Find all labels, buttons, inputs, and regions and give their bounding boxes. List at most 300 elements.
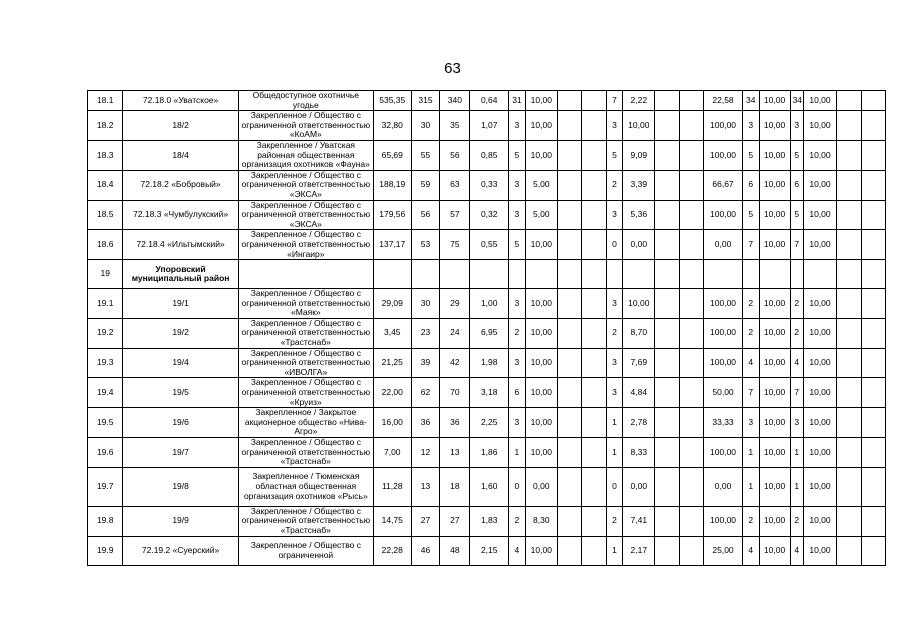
- table-cell: 2,25: [470, 408, 509, 438]
- table-cell: [582, 170, 606, 200]
- table-cell: 19.8: [88, 506, 123, 536]
- table-cell: 10,00: [525, 318, 557, 348]
- table-cell: 1,07: [470, 111, 509, 141]
- table-cell: 5: [790, 140, 803, 170]
- table-cell: [837, 318, 861, 348]
- table-cell: 13: [440, 438, 470, 468]
- table-row: [88, 536, 886, 565]
- table-cell: [582, 289, 606, 319]
- table-cell: 53: [411, 230, 440, 260]
- table-cell: 0,55: [470, 230, 509, 260]
- table-cell: 7,00: [373, 438, 411, 468]
- table-cell: 2: [606, 170, 623, 200]
- table-cell: 10,00: [803, 140, 836, 170]
- table-cell: 9,09: [623, 140, 655, 170]
- table-cell: 72.18.2 «Бобровый»: [123, 170, 238, 200]
- hunting-grounds-table: [87, 90, 886, 566]
- table-cell: [557, 318, 581, 348]
- table-cell: Закрепленное / Общество с ограниченной ответственностью «ЭКСА»: [238, 200, 373, 230]
- table-cell: 13: [411, 467, 440, 506]
- table-cell: 18.1: [88, 91, 123, 111]
- table-cell: 100,00: [704, 348, 743, 378]
- table-cell: 6,95: [470, 318, 509, 348]
- table-cell: [679, 91, 703, 111]
- table-cell: [742, 260, 759, 289]
- table-cell: 10,00: [803, 348, 836, 378]
- table-cell: [679, 111, 703, 141]
- table-cell: 25,00: [704, 536, 743, 565]
- table-row: [88, 467, 886, 506]
- table-cell: 1,60: [470, 467, 509, 506]
- table-cell: 3: [606, 378, 623, 408]
- table-cell: 2: [742, 506, 759, 536]
- table-cell: 1: [606, 536, 623, 565]
- table-cell: [557, 536, 581, 565]
- table-cell: 10,00: [803, 230, 836, 260]
- table-cell: [411, 260, 440, 289]
- table-cell: Закрепленное / Закрытое акционерное общество «Нива-Агро»: [238, 408, 373, 438]
- table-cell: 5,36: [623, 200, 655, 230]
- table-cell: 6: [790, 170, 803, 200]
- table-cell: 100,00: [704, 438, 743, 468]
- table-cell: [655, 200, 679, 230]
- table-row: [88, 230, 886, 260]
- table-cell: [557, 378, 581, 408]
- table-cell: [655, 170, 679, 200]
- table-cell: 10,00: [803, 378, 836, 408]
- table-cell: 42: [440, 348, 470, 378]
- table-cell: [861, 408, 886, 438]
- table-cell: [861, 506, 886, 536]
- table-cell: 0,33: [470, 170, 509, 200]
- table-cell: 18: [440, 467, 470, 506]
- table-cell: [837, 506, 861, 536]
- table-cell: 18/4: [123, 140, 238, 170]
- table-row: [88, 200, 886, 230]
- table-cell: [582, 467, 606, 506]
- table-cell: 10,00: [525, 348, 557, 378]
- table-cell: 0,85: [470, 140, 509, 170]
- table-cell: [861, 438, 886, 468]
- table-row: [88, 170, 886, 200]
- table-cell: [679, 289, 703, 319]
- table-cell: 72.19.2 «Суерский»: [123, 536, 238, 565]
- table-cell: 19.9: [88, 536, 123, 565]
- table-cell: 340: [440, 91, 470, 111]
- table-cell: 19/8: [123, 467, 238, 506]
- table-cell: [655, 378, 679, 408]
- table-cell: [704, 260, 743, 289]
- table-cell: 10,00: [759, 536, 790, 565]
- table-cell: [837, 170, 861, 200]
- table-cell: Общедоступное охотничье угодье: [238, 91, 373, 111]
- table-row: [88, 111, 886, 141]
- table-cell: 2: [790, 506, 803, 536]
- table-cell: 19/9: [123, 506, 238, 536]
- table-row: [88, 506, 886, 536]
- table-cell: 66,67: [704, 170, 743, 200]
- table-cell: 10,00: [803, 91, 836, 111]
- table-cell: 0: [509, 467, 526, 506]
- table-cell: [582, 111, 606, 141]
- table-row: [88, 289, 886, 319]
- table-cell: [861, 140, 886, 170]
- table-cell: 0,64: [470, 91, 509, 111]
- table-row: [88, 378, 886, 408]
- table-cell: 3,45: [373, 318, 411, 348]
- table-cell: [557, 200, 581, 230]
- table-cell: [679, 140, 703, 170]
- table-cell: [655, 289, 679, 319]
- table-cell: [655, 467, 679, 506]
- table-cell: [759, 260, 790, 289]
- table-cell: [655, 260, 679, 289]
- table-cell: [679, 467, 703, 506]
- table-cell: 10,00: [759, 111, 790, 141]
- table-cell: 6: [509, 378, 526, 408]
- table-cell: 7: [742, 378, 759, 408]
- table-cell: [557, 91, 581, 111]
- table-cell: 1,86: [470, 438, 509, 468]
- table-cell: 36: [411, 408, 440, 438]
- table-cell: 50,00: [704, 378, 743, 408]
- table-cell: 65,69: [373, 140, 411, 170]
- table-cell: [861, 378, 886, 408]
- table-cell: [679, 506, 703, 536]
- table-cell: 10,00: [759, 200, 790, 230]
- table-cell: 10,00: [759, 318, 790, 348]
- table-cell: 1: [742, 438, 759, 468]
- table-cell: [861, 91, 886, 111]
- table-cell: [623, 260, 655, 289]
- table-cell: 0,00: [623, 467, 655, 506]
- table-cell: [557, 111, 581, 141]
- table-cell: 10,00: [525, 378, 557, 408]
- table-cell: Закрепленное / Общество с ограниченной ответственностью «Ингаир»: [238, 230, 373, 260]
- table-cell: 12: [411, 438, 440, 468]
- table-cell: [655, 348, 679, 378]
- table-cell: [582, 438, 606, 468]
- table-cell: 19.2: [88, 318, 123, 348]
- table-cell: Закрепленное / Общество с ограниченной: [238, 536, 373, 565]
- table-cell: 10,00: [803, 200, 836, 230]
- table-cell: Закрепленное / Тюменская областная общественная организация охотников «Рысь»: [238, 467, 373, 506]
- table-cell: 19/5: [123, 378, 238, 408]
- table-row: [88, 348, 886, 378]
- table-cell: [679, 230, 703, 260]
- table-cell: 3: [790, 111, 803, 141]
- table-cell: [373, 260, 411, 289]
- table-cell: [679, 536, 703, 565]
- table-cell: 10,00: [803, 318, 836, 348]
- table-cell: 8,30: [525, 506, 557, 536]
- table-cell: 0,00: [704, 467, 743, 506]
- table-cell: 5: [742, 200, 759, 230]
- table-cell: [837, 289, 861, 319]
- table-cell: [606, 260, 623, 289]
- table-cell: 3,18: [470, 378, 509, 408]
- table-cell: 5,00: [525, 200, 557, 230]
- table-cell: [655, 318, 679, 348]
- table-cell: [837, 408, 861, 438]
- table-cell: 2: [790, 289, 803, 319]
- table-cell: 31: [509, 91, 526, 111]
- table-row: [88, 91, 886, 111]
- table-cell: 10,00: [803, 408, 836, 438]
- table-cell: [557, 260, 581, 289]
- table-cell: 10,00: [623, 111, 655, 141]
- table-cell: 10,00: [525, 438, 557, 468]
- table-cell: 100,00: [704, 289, 743, 319]
- table-cell: 7: [790, 378, 803, 408]
- table-cell: [837, 260, 861, 289]
- table-cell: 3: [509, 200, 526, 230]
- table-cell: 10,00: [803, 111, 836, 141]
- table-cell: [655, 408, 679, 438]
- table-cell: [582, 536, 606, 565]
- table-cell: 2,17: [623, 536, 655, 565]
- table-cell: Закрепленное / Общество с ограниченной ответственностью «Трастснаб»: [238, 438, 373, 468]
- table-cell: 10,00: [623, 289, 655, 319]
- table-cell: 19.7: [88, 467, 123, 506]
- table-cell: 22,58: [704, 91, 743, 111]
- table-cell: 7,41: [623, 506, 655, 536]
- table-cell: [837, 438, 861, 468]
- table-cell: [861, 230, 886, 260]
- table-cell: 57: [440, 200, 470, 230]
- table-cell: [525, 260, 557, 289]
- table-cell: [861, 536, 886, 565]
- table-cell: Закрепленное / Общество с ограниченной ответственностью «КоАМ»: [238, 111, 373, 141]
- table-cell: 100,00: [704, 318, 743, 348]
- table-cell: 10,00: [759, 506, 790, 536]
- page-number: 63: [444, 60, 461, 77]
- table-cell: 3: [606, 289, 623, 319]
- table-cell: 5: [509, 230, 526, 260]
- table-cell: 4: [790, 348, 803, 378]
- table-cell: [582, 91, 606, 111]
- table-cell: 535,35: [373, 91, 411, 111]
- table-cell: 19.5: [88, 408, 123, 438]
- table-cell: 10,00: [759, 91, 790, 111]
- table-cell: [861, 260, 886, 289]
- table-cell: 19/4: [123, 348, 238, 378]
- table-cell: 10,00: [759, 230, 790, 260]
- table-cell: 23: [411, 318, 440, 348]
- table-cell: [582, 318, 606, 348]
- table-cell: 22,00: [373, 378, 411, 408]
- table-cell: [837, 200, 861, 230]
- table-cell: 5: [606, 140, 623, 170]
- table-cell: 16,00: [373, 408, 411, 438]
- table-cell: 10,00: [803, 536, 836, 565]
- table-cell: 10,00: [759, 467, 790, 506]
- table-cell: 0,00: [704, 230, 743, 260]
- table-cell: 3: [606, 348, 623, 378]
- table-cell: 2,78: [623, 408, 655, 438]
- table-cell: 10,00: [759, 289, 790, 319]
- table-row: [88, 260, 886, 289]
- table-cell: [557, 289, 581, 319]
- table-cell: 18.4: [88, 170, 123, 200]
- table-cell: [861, 170, 886, 200]
- table-cell: 14,75: [373, 506, 411, 536]
- table-cell: [582, 140, 606, 170]
- table-cell: [557, 170, 581, 200]
- table-cell: [557, 506, 581, 536]
- table-cell: [837, 91, 861, 111]
- table-cell: [557, 140, 581, 170]
- table-cell: 56: [411, 200, 440, 230]
- table-cell: 18.3: [88, 140, 123, 170]
- table-cell: 22,28: [373, 536, 411, 565]
- table-cell: [582, 378, 606, 408]
- table-cell: 3: [509, 348, 526, 378]
- table-cell: 46: [411, 536, 440, 565]
- table-cell: [837, 536, 861, 565]
- table-cell: [582, 230, 606, 260]
- table-cell: 1,83: [470, 506, 509, 536]
- table-cell: [861, 111, 886, 141]
- table-cell: 24: [440, 318, 470, 348]
- table-cell: 5,00: [525, 170, 557, 200]
- table-cell: [655, 140, 679, 170]
- table-cell: [582, 260, 606, 289]
- table-cell: 10,00: [759, 408, 790, 438]
- table-row: [88, 140, 886, 170]
- table-cell: 35: [440, 111, 470, 141]
- table-cell: [582, 200, 606, 230]
- table-cell: 72.18.4 «Ильтымский»: [123, 230, 238, 260]
- table-cell: 7: [742, 230, 759, 260]
- table-cell: 2,15: [470, 536, 509, 565]
- table-cell: 6: [742, 170, 759, 200]
- table-cell: [861, 467, 886, 506]
- table-cell: 4: [509, 536, 526, 565]
- table-cell: [679, 200, 703, 230]
- table-cell: 10,00: [803, 438, 836, 468]
- table-cell: 34: [742, 91, 759, 111]
- table-cell: Закрепленное / Общество с ограниченной ответственностью «ЭКСА»: [238, 170, 373, 200]
- table-cell: Закрепленное / Общество с ограниченной ответственностью «Круиз»: [238, 378, 373, 408]
- table-cell: [509, 260, 526, 289]
- table-cell: 10,00: [525, 91, 557, 111]
- table-cell: [582, 348, 606, 378]
- table-cell: 7: [606, 91, 623, 111]
- table-cell: 100,00: [704, 111, 743, 141]
- table-cell: 3: [509, 289, 526, 319]
- table-cell: 4,84: [623, 378, 655, 408]
- table-cell: [655, 536, 679, 565]
- table-cell: 3: [606, 111, 623, 141]
- table-cell: 3: [790, 408, 803, 438]
- table-cell: [238, 260, 373, 289]
- table-cell: 10,00: [759, 170, 790, 200]
- table-cell: [557, 408, 581, 438]
- table-cell: [861, 200, 886, 230]
- table-cell: 100,00: [704, 140, 743, 170]
- table-cell: 19.4: [88, 378, 123, 408]
- table-cell: 32,80: [373, 111, 411, 141]
- table-cell: [837, 111, 861, 141]
- table-cell: [655, 91, 679, 111]
- table-cell: [837, 467, 861, 506]
- table-cell: 62: [411, 378, 440, 408]
- table-cell: 19/7: [123, 438, 238, 468]
- table-cell: [470, 260, 509, 289]
- table-cell: 10,00: [525, 111, 557, 141]
- table-cell: 30: [411, 111, 440, 141]
- table-cell: 18/2: [123, 111, 238, 141]
- table-cell: 1: [742, 467, 759, 506]
- table-cell: [679, 408, 703, 438]
- table-cell: 0,00: [525, 467, 557, 506]
- table-cell: 10,00: [525, 536, 557, 565]
- table-cell: 7,69: [623, 348, 655, 378]
- table-cell: Закрепленное / Общество с ограниченной ответственностью «Трастснаб»: [238, 318, 373, 348]
- table-cell: 48: [440, 536, 470, 565]
- table-cell: 10,00: [803, 506, 836, 536]
- table-row: [88, 318, 886, 348]
- table-cell: 11,28: [373, 467, 411, 506]
- table-cell: [679, 318, 703, 348]
- table-cell: 2: [790, 318, 803, 348]
- table-cell: Закрепленное / Общество с ограниченной ответственностью «ИВОЛГА»: [238, 348, 373, 378]
- table-cell: [655, 438, 679, 468]
- table-cell: [803, 260, 836, 289]
- table-cell: 19: [88, 260, 123, 289]
- table-cell: 7: [790, 230, 803, 260]
- table-cell: 19.1: [88, 289, 123, 319]
- table-cell: 63: [440, 170, 470, 200]
- table-cell: 19/2: [123, 318, 238, 348]
- table-cell: 19.6: [88, 438, 123, 468]
- table-cell: 137,17: [373, 230, 411, 260]
- table-cell: 4: [790, 536, 803, 565]
- table-cell: [861, 318, 886, 348]
- table-cell: 3,39: [623, 170, 655, 200]
- table-cell: 29,09: [373, 289, 411, 319]
- table-cell: 3: [606, 200, 623, 230]
- table-cell: 10,00: [525, 230, 557, 260]
- table-cell: [655, 111, 679, 141]
- table-cell: [679, 348, 703, 378]
- table-cell: 1: [790, 438, 803, 468]
- table-cell: Закрепленное / Уватская районная общественная организация охотников «Фауна»: [238, 140, 373, 170]
- table-cell: 10,00: [759, 348, 790, 378]
- table-cell: Упоровский муниципальный район: [123, 260, 238, 289]
- table-cell: [582, 506, 606, 536]
- table-cell: [837, 140, 861, 170]
- table-cell: 36: [440, 408, 470, 438]
- table-cell: [655, 230, 679, 260]
- table-cell: Закрепленное / Общество с ограниченной ответственностью «Маяк»: [238, 289, 373, 319]
- table-cell: 100,00: [704, 506, 743, 536]
- table-cell: [655, 506, 679, 536]
- table-cell: [790, 260, 803, 289]
- table-cell: 10,00: [525, 289, 557, 319]
- table-cell: 0: [606, 467, 623, 506]
- table-cell: 1,00: [470, 289, 509, 319]
- table-cell: 3: [509, 170, 526, 200]
- table-cell: 0,32: [470, 200, 509, 230]
- table-cell: [837, 378, 861, 408]
- table-cell: 10,00: [803, 289, 836, 319]
- table-cell: 72.18.3 «Чумбулукский»: [123, 200, 238, 230]
- table-cell: 1: [606, 408, 623, 438]
- table-cell: 33,33: [704, 408, 743, 438]
- table-cell: [557, 348, 581, 378]
